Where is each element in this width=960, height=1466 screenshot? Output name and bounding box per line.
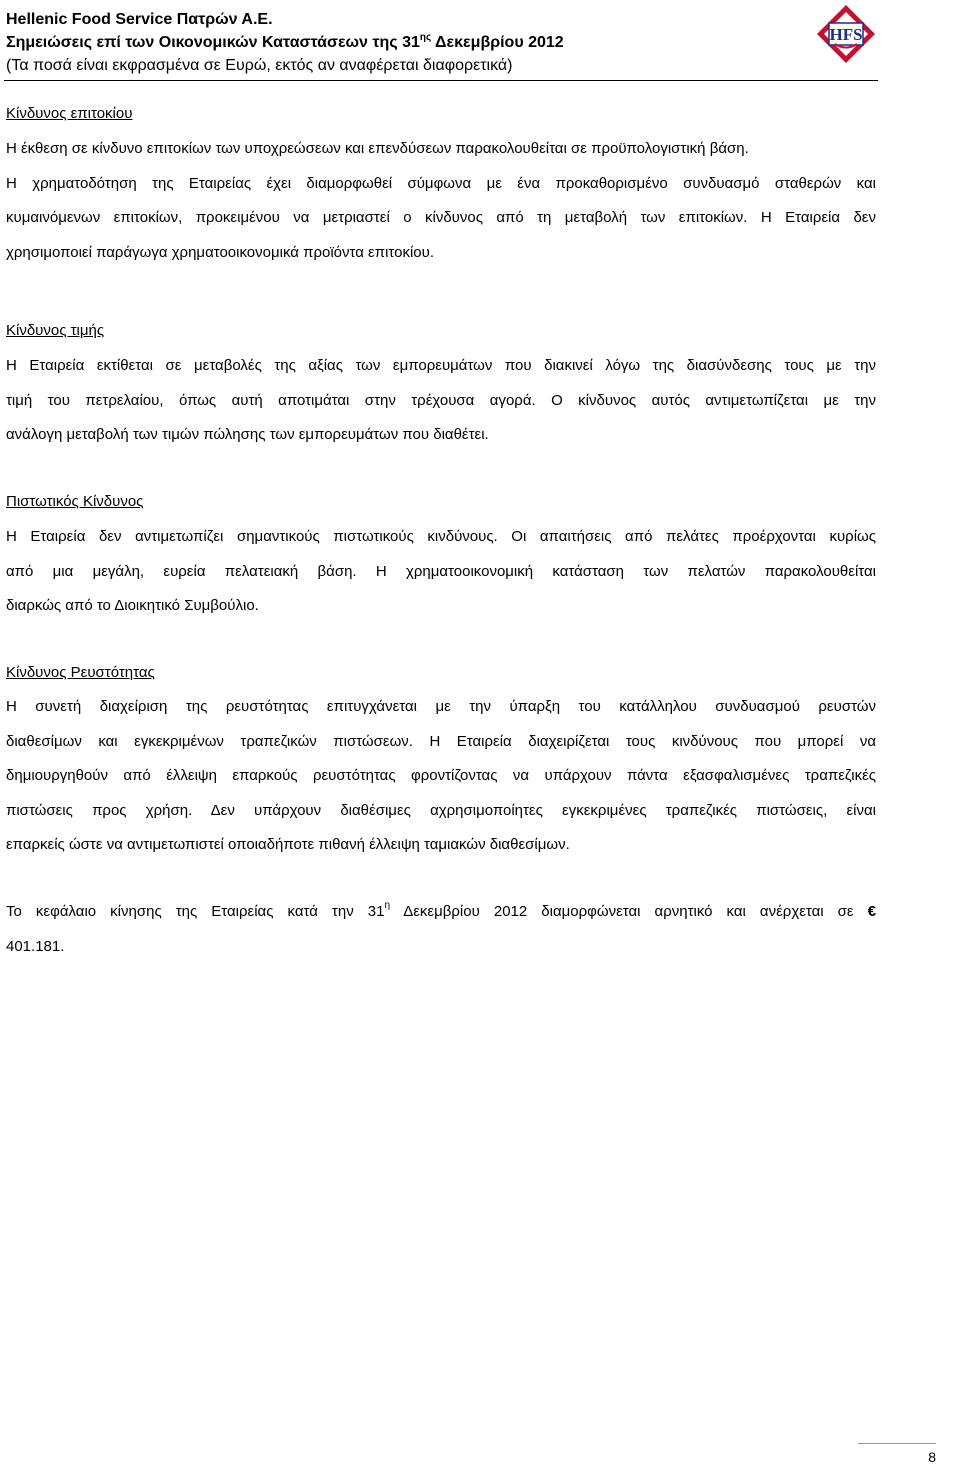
logo-text: HFS [829, 25, 863, 44]
paragraph-line: διαρκώς από το Διοικητικό Συμβούλιο. [6, 597, 259, 614]
paragraph-line: Η Εταιρεία δεν αντιμετωπίζει σημαντικούς πιστωτικούς κινδύνους. Οι απαιτήσεις από πελάτες προέρχονται κυρίως [6, 528, 876, 545]
heading-interest-rate-risk: Κίνδυνος επιτοκίου [6, 105, 133, 122]
page-number: 8 [928, 1449, 936, 1465]
euro-symbol: € [867, 903, 876, 920]
paragraph-line: Η έκθεση σε κίνδυνο επιτοκίων των υποχρεώσεων και επενδύσεων παρακολουθείται σε προϋπολογιστική βάση. [6, 140, 749, 157]
header-divider [4, 80, 878, 81]
company-name: Hellenic Food Service Πατρών Α.Ε. [6, 11, 273, 28]
paragraph-working-capital [6, 895, 876, 964]
paragraph-line: Η συνετή διαχείριση της ρευστότητας επιτυγχάνεται με την ύπαρξη του κατάλληλου συνδυασμού ρευστών [6, 698, 876, 715]
paragraph-line: Η Εταιρεία εκτίθεται σε μεταβολές της αξίας των εμπορευμάτων που διακινεί λόγω της διασύνδεσης τους με την [6, 357, 876, 374]
notes-title-sup: ης [419, 32, 432, 43]
paragraph-line: επαρκείς ώστε να αντιμετωπιστεί οποιαδήποτε πιθανή έλλειψη ταμιακών διαθεσίμων. [6, 836, 570, 853]
paragraph-line: ανάλογη μεταβολή των τιμών πώλησης των εμπορευμάτων που διαθέτει. [6, 426, 489, 443]
heading-liquidity-risk: Κίνδυνος Ρευστότητας [6, 664, 155, 681]
paragraph-credit-risk [6, 520, 876, 624]
paragraph-line: τιμή του πετρελαίου, όπως αυτή αποτιμάται στην τρέχουσα αγορά. Ο κίνδυνος αυτός αντιμετωπίζεται με την [6, 391, 876, 409]
paragraph-line: Η χρηματοδότηση της Εταιρείας έχει διαμορφωθεί σύμφωνα με ένα προκαθορισμένο συνδυασμό σταθερών και [6, 174, 876, 192]
working-capital-text-1: Το κεφάλαιο κίνησης της Εταιρείας κατά την 31 [6, 903, 385, 920]
paragraph-price-risk [6, 349, 876, 453]
paragraph-line: δημιουργηθούν από έλλειψη επαρκούς ρευστότητας φροντίζοντας να υπάρχουν πάντα εξασφαλισμένες τραπεζικές [6, 767, 876, 784]
footer-divider [858, 1443, 936, 1444]
paragraph-liquidity-risk [6, 690, 876, 863]
paragraph-interest-rate-risk [6, 132, 876, 270]
working-capital-sup: η [384, 900, 390, 911]
paragraph-line: χρησιμοποιεί παράγωγα χρηματοοικονομικά προϊόντα επιτοκίου. [6, 243, 435, 261]
working-capital-text-2: Δεκεμβρίου 2012 διαμορφώνεται αρνητικό και ανέρχεται σε [390, 903, 868, 920]
heading-price-risk: Κίνδυνος τιμής [6, 322, 105, 339]
heading-credit-risk: Πιστωτικός Κίνδυνος [6, 493, 144, 510]
amounts-note: (Τα ποσά είναι εκφρασμένα σε Ευρώ, εκτός αν αναφέρεται διαφορετικά) [6, 57, 513, 74]
paragraph-line: διαθεσίμων και εγκεκριμένων τραπεζικών πιστώσεων. Η Εταιρεία διαχειρίζεται τους κινδύνους που μπορεί να [6, 732, 876, 750]
notes-title-end: Δεκεμβρίου 2012 [431, 34, 564, 51]
notes-title-main: Σημειώσεις επί των Οικονομικών Καταστάσεων της 31 [6, 34, 420, 51]
company-logo-icon [815, 3, 877, 65]
paragraph-line: κυμαινόμενων επιτοκίων, προκειμένου να μετριαστεί ο κίνδυνος από τη μεταβολή των επιτοκίων. Η Εταιρεία δεν [6, 209, 876, 226]
working-capital-amount: 401.181. [6, 937, 65, 955]
page-header [0, 0, 960, 82]
paragraph-line: πιστώσεις προς χρήση. Δεν υπάρχουν διαθέσιμες αχρησιμοποίητες εγκεκριμένες τραπεζικές πιστώσεις, είναι [6, 801, 876, 819]
working-capital-line-1 [6, 895, 876, 930]
notes-title [6, 32, 564, 54]
paragraph-line: από μια μεγάλη, ευρεία πελατειακή βάση. Η χρηματοοικονομική κατάσταση των πελατών παρακολουθείται [6, 562, 876, 580]
